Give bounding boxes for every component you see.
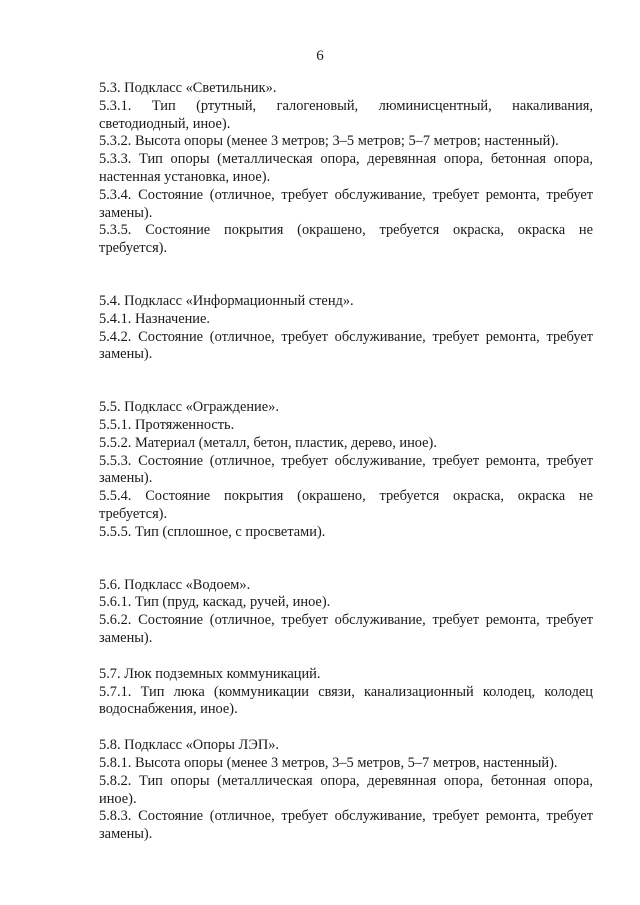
list-item: 5.5.3. Состояние (отличное, требует обслуживание, требует ремонта, требует замены). <box>99 452 593 487</box>
list-item: 5.3.3. Тип опоры (металлическая опора, деревянная опора, бетонная опора, настенная установка, иное). <box>99 151 593 185</box>
document-body <box>99 80 593 844</box>
section-heading: 5.6. Подкласс «Водоем». <box>99 576 251 593</box>
list-item: 5.6.1. Тип (пруд, каскад, ручей, иное). <box>99 594 331 611</box>
page-number: 6 <box>316 48 324 64</box>
section-ograzhdenie <box>99 399 593 541</box>
list-item: 5.7.1. Тип люка (коммуникации связи, канализационный колодец, колодец водоснабжения, иное). <box>99 683 593 718</box>
section-info-stend <box>99 293 593 364</box>
list-item: 5.5.2. Материал (металл, бетон, пластик, дерево, иное). <box>99 434 437 451</box>
section-vodoem <box>99 577 593 648</box>
list-item: 5.3.4. Состояние (отличное, требует обслуживание, требует ремонта, требует замены). <box>99 186 593 221</box>
section-lyuk <box>99 666 593 719</box>
section-heading: 5.7. Люк подземных коммуникаций. <box>99 665 321 682</box>
section-heading: 5.8. Подкласс «Опоры ЛЭП». <box>99 737 280 754</box>
list-item: 5.8.3. Состояние (отличное, требует обслуживание, требует ремонта, требует замены). <box>99 808 593 843</box>
list-item: 5.6.2. Состояние (отличное, требует обслуживание, требует ремонта, требует замены). <box>99 612 593 646</box>
list-item: 5.4.1. Назначение. <box>99 310 210 327</box>
list-item: 5.3.1. Тип (ртутный, галогеновый, люминисцентный, накаливания, светодиодный, иное). <box>99 97 593 132</box>
list-item: 5.3.5. Состояние покрытия (окрашено, требуется окраска, окраска не требуется). <box>99 222 593 257</box>
list-item: 5.5.5. Тип (сплошное, с просветами). <box>99 523 326 540</box>
section-svetilnik <box>99 80 593 258</box>
list-item: 5.8.2. Тип опоры (металлическая опора, деревянная опора, бетонная опора, иное). <box>99 772 593 807</box>
list-item: 5.5.1. Протяженность. <box>99 416 235 433</box>
section-opory-lep <box>99 737 593 844</box>
section-heading: 5.5. Подкласс «Ограждение». <box>99 399 279 416</box>
section-heading: 5.4. Подкласс «Информационный стенд». <box>99 292 354 309</box>
list-item: 5.8.1. Высота опоры (менее 3 метров, 3–5 метров, 5–7 метров, настенный). <box>99 754 558 771</box>
section-heading: 5.3. Подкласс «Светильник». <box>99 80 277 96</box>
list-item: 5.3.2. Высота опоры (менее 3 метров; 3–5 метров; 5–7 метров; настенный). <box>99 133 559 150</box>
list-item: 5.5.4. Состояние покрытия (окрашено, требуется окраска, окраска не требуется). <box>99 488 593 522</box>
list-item: 5.4.2. Состояние (отличное, требует обслуживание, требует ремонта, требует замены). <box>99 328 593 363</box>
